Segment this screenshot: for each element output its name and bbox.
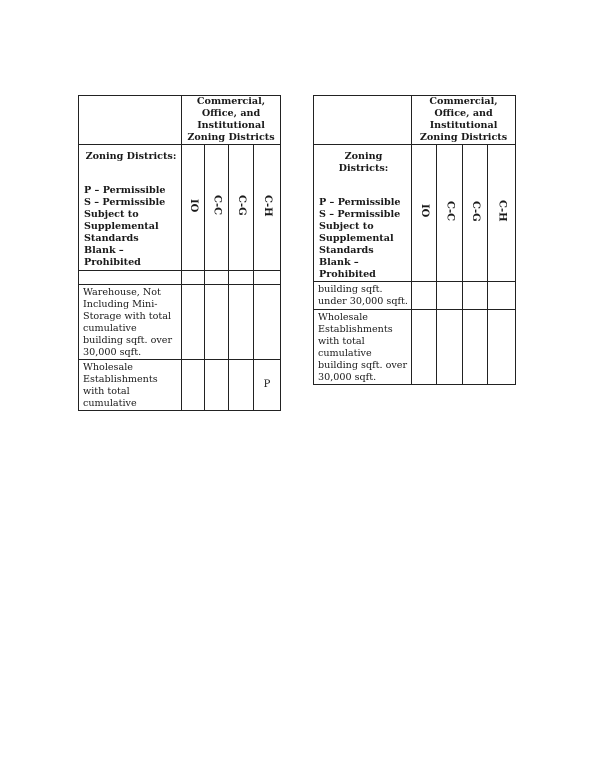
table-row (79, 271, 281, 285)
legend-item: P – Permissible (84, 185, 166, 196)
row-label: Warehouse, Not Including Mini-Storage with total cumulative building sqft. over 30,000 sqft. (79, 285, 182, 360)
legend-title: Zoning Districts: (338, 151, 389, 174)
column-header-cg: C-G (470, 200, 481, 222)
column-header-io: IO (419, 204, 430, 218)
zoning-table-left (78, 95, 281, 411)
row-label: building sqft. under 30,000 sqft. (314, 282, 412, 310)
legend-cell (314, 145, 412, 282)
legend-cell (79, 145, 182, 271)
corner-cell (79, 96, 182, 145)
column-header-ch: C-H (262, 194, 274, 217)
legend-item: P – Permissible (319, 197, 401, 208)
column-header-io: IO (188, 198, 199, 213)
legend-item: Blank – Prohibited (319, 257, 376, 280)
permission-value: P (254, 360, 281, 411)
column-header-cc: C-C (444, 200, 456, 222)
district-group-header: Commercial, Office, and Institutional Zoning Districts (182, 96, 281, 145)
zoning-table-right (313, 95, 516, 385)
column-header-cg: C-G (236, 195, 247, 216)
table-row (314, 310, 516, 385)
legend-item: S – Permissible Subject to Supplemental Standards (319, 209, 401, 256)
column-header-ch: C-H (496, 200, 508, 222)
legend-item: Blank – Prohibited (84, 245, 141, 268)
row-label: Wholesale Establishments with total cumulative building sqft. over 30,000 sqft. (314, 310, 412, 385)
district-group-header: Commercial, Office, and Institutional Zoning Districts (412, 96, 516, 145)
table-row (79, 360, 281, 411)
table-row (314, 282, 516, 310)
row-label: Wholesale Establishments with total cumulative (79, 360, 182, 411)
column-header-cc: C-C (211, 195, 223, 216)
legend-title: Zoning Districts: (85, 151, 177, 162)
legend-item: S – Permissible Subject to Supplemental Standards (84, 197, 166, 244)
table-row (79, 285, 281, 360)
corner-cell (314, 96, 412, 145)
